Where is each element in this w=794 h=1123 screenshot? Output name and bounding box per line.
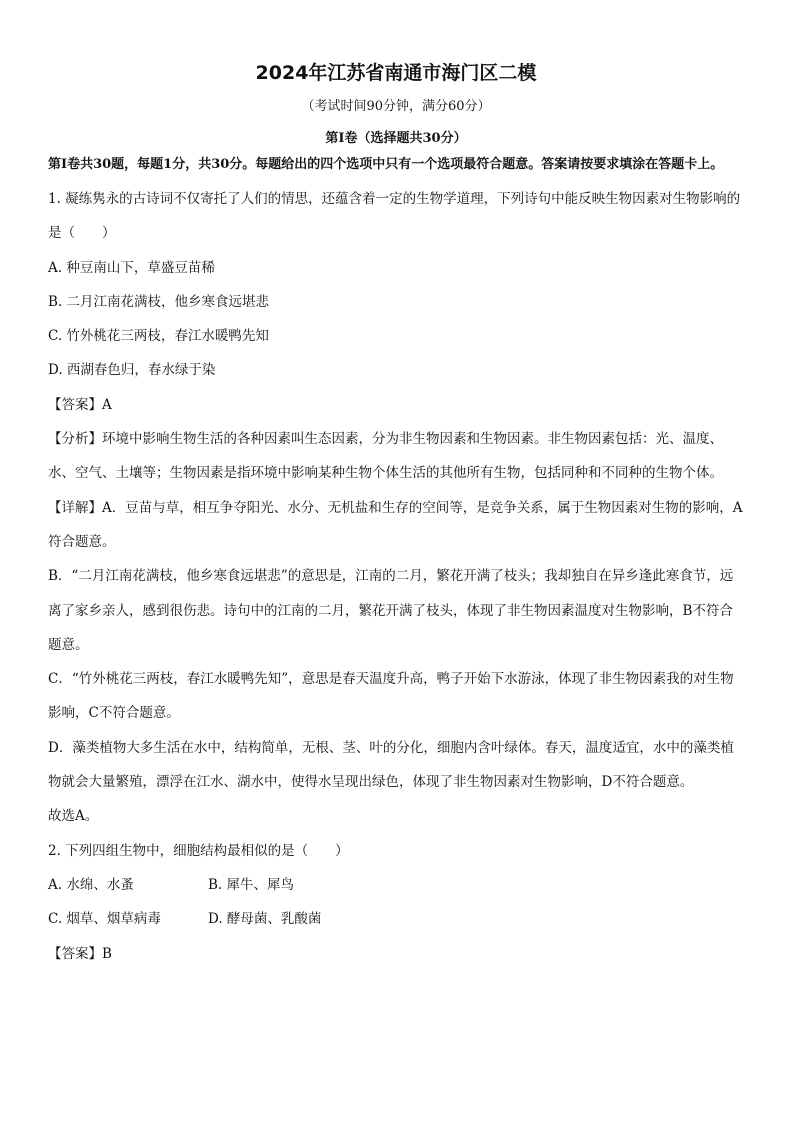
question-1-option-b: B. 二月江南花满枝，他乡寒食远堪悲	[48, 293, 270, 310]
question-1-detail-a: 【详解】A．豆苗与草，相互争夺阳光、水分、无机盐和生存的空间等，是竞争关系，属于生物因素对生物的影响，A符合题意。	[48, 499, 743, 550]
question-2-answer: 【答案】B	[48, 945, 112, 962]
question-2-options-row-2	[48, 902, 744, 936]
question-2-option-b: B. 犀牛、犀鸟	[208, 876, 295, 893]
question-1-analysis: 【分析】环境中影响生物生活的各种因素叫生态因素，分为非生物因素和生物因素。非生物因素包括：光、温度、水、空气、土壤等；生物因素是指环境中影响某种生物个体生活的其他所有生物，包括同种和不同种的生物个体。	[48, 431, 723, 482]
question-1-answer: 【答案】A	[48, 396, 112, 413]
question-1-detail-c: C．“竹外桃花三两枝，春江水暖鸭先知”，意思是春天温度升高，鸭子开始下水游泳，体现了非生物因素我的对生物影响，C不符合题意。	[48, 671, 734, 722]
question-2-stem: 2. 下列四组生物中，细胞结构最相似的是（ ）	[48, 842, 349, 859]
question-1-option-c: C. 竹外桃花三两枝，春江水暖鸭先知	[48, 328, 269, 345]
question-2-option-a: A. 水绵、水蚤	[48, 876, 134, 893]
exam-info: （考试时间90分钟，满分60分）	[301, 99, 491, 114]
page-title: 2024年江苏省南通市海门区二模	[255, 62, 537, 84]
question-1-conclusion: 故选A。	[48, 808, 99, 825]
question-2-option-c: C. 烟草、烟草病毒	[48, 911, 161, 928]
question-1-stem: 1. 凝练隽永的古诗词不仅寄托了人们的情思，还蕴含着一定的生物学道理，下列诗句中能反映生物因素对生物影响的是（ ）	[48, 191, 741, 242]
question-1-detail-b: B．“二月江南花满枝，他乡寒食远堪悲”的意思是，江南的二月，繁花开满了枝头；我却独自在异乡逢此寒食节，远离了家乡亲人，感到很伤悲。诗句中的江南的二月，繁花开满了枝头，体现了非生物因素温度对生物影响，B不符合题意。	[48, 568, 734, 653]
section-title: 第Ⅰ卷（选择题共30分）	[325, 131, 467, 146]
section-instructions: 第Ⅰ卷共30题，每题1分，共30分。每题给出的四个选项中只有一个选项最符合题意。答案请按要求填涂在答题卡上。	[48, 157, 724, 172]
question-2-option-d: D. 酵母菌、乳酸菌	[208, 911, 322, 928]
question-1-option-d: D. 西湖春色归，春水绿于染	[48, 362, 216, 379]
question-1-option-a: A. 种豆南山下，草盛豆苗稀	[48, 259, 215, 276]
question-1-detail-d: D．藻类植物大多生活在水中，结构简单，无根、茎、叶的分化，细胞内含叶绿体。春天，温度适宜，水中的藻类植物就会大量繁殖，漂浮在江水、湖水中，使得水呈现出绿色，体现了非生物因素对生物影响，D不符合题意。	[48, 739, 734, 791]
question-2-options-row-1	[48, 868, 744, 902]
